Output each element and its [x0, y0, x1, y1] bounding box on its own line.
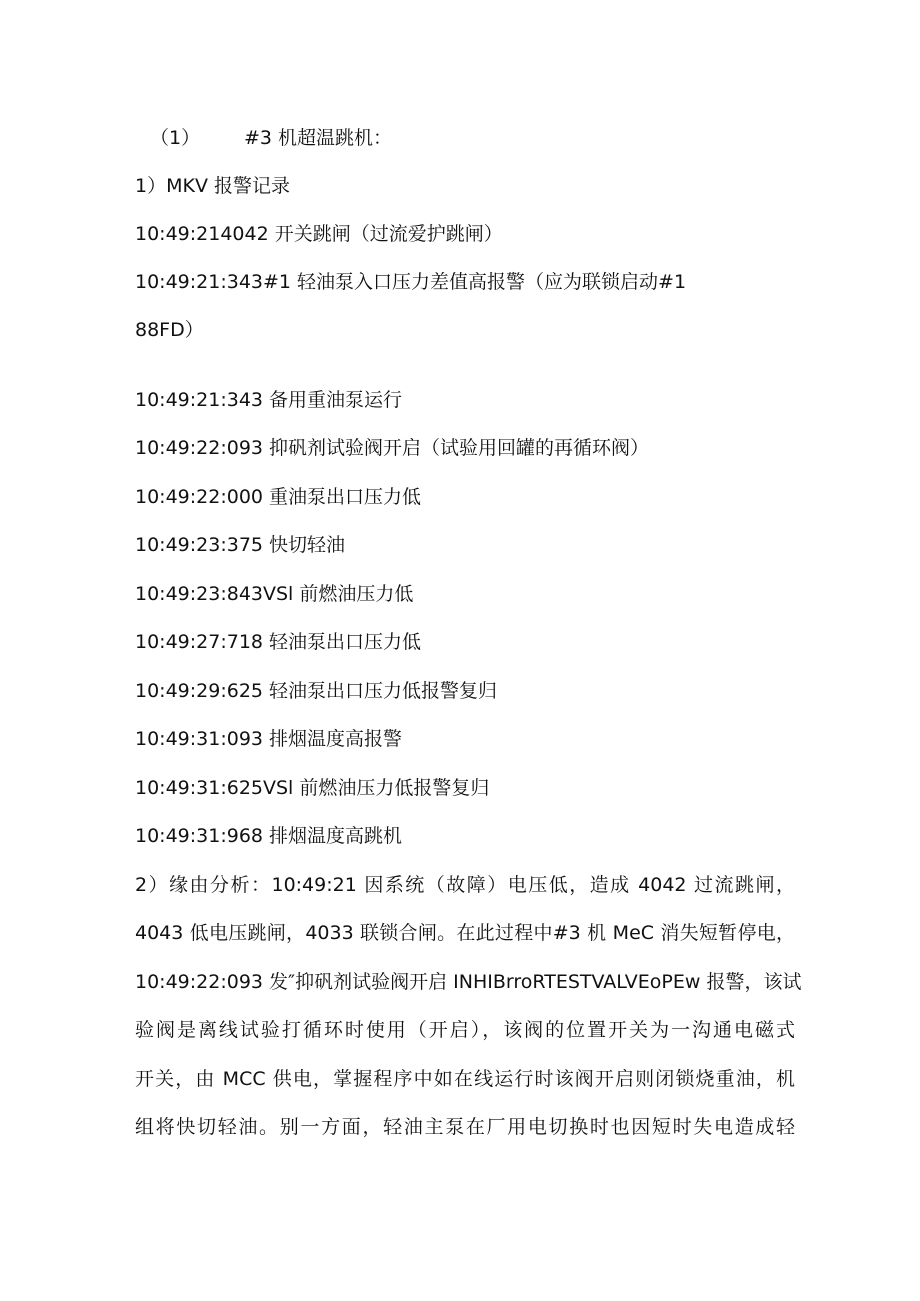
alarm-line: 10:49:23:375 快切轻油	[135, 534, 346, 556]
analysis-line: 验阀是离线试验打循环时使用（开启），该阀的位置开关为一沟通电磁式	[135, 1019, 795, 1041]
analysis-line: 4043 低电压跳闸，4033 联锁合闸。在此过程中#3 机 MeC 消失短暂停电，	[135, 922, 795, 944]
alarm-line: 10:49:21:343#1 轻油泵入口压力差值高报警（应为联锁启动#1	[135, 271, 687, 293]
alarm-line: 10:49:31:968 排烟温度高跳机	[135, 825, 403, 847]
alarm-line: 10:49:22:093 抑矾剂试验阀开启（试验用回罐的再循环阀）	[135, 437, 650, 459]
analysis-line: 开关，由 MCC 供电，掌握程序中如在线运行时该阀开启则闭锁烧重油，机	[135, 1068, 795, 1090]
alarm-line: 88FD）	[135, 319, 204, 341]
alarm-line: 10:49:21:343 备用重油泵运行	[135, 389, 403, 411]
alarm-line: 10:49:23:843VSl 前燃油压力低	[135, 583, 414, 605]
analysis-line: 10:49:22:093 发″抑矾剂试验阀开启 INHIBrroRTESTVALVEoPEw 报警，该试	[135, 971, 802, 993]
analysis-line: 2）缘由分析：10:49:21 因系统（故障）电压低，造成 4042 过流跳闸，	[135, 874, 795, 896]
analysis-line: 组将快切轻油。别一方面，轻油主泵在厂用电切换时也因短时失电造成轻	[135, 1116, 795, 1138]
alarm-line: 10:49:27:718 轻油泵出口压力低	[135, 631, 422, 653]
alarm-line: 10:49:29:625 轻油泵出口压力低报警复归	[135, 680, 498, 702]
alarm-line: 10:49:31:093 排烟温度高报警	[135, 728, 403, 750]
alarm-record-heading: 1）MKV 报警记录	[135, 175, 290, 197]
section-title: #3 机超温跳机：	[244, 127, 393, 149]
alarm-line: 10:49:214042 开关跳闸（过流爱护跳闸）	[135, 223, 503, 245]
alarm-line: 10:49:22:000 重油泵出口压力低	[135, 486, 422, 508]
alarm-line: 10:49:31:625VSl 前燃油压力低报警复归	[135, 777, 490, 799]
section-number: （1）	[150, 127, 201, 149]
